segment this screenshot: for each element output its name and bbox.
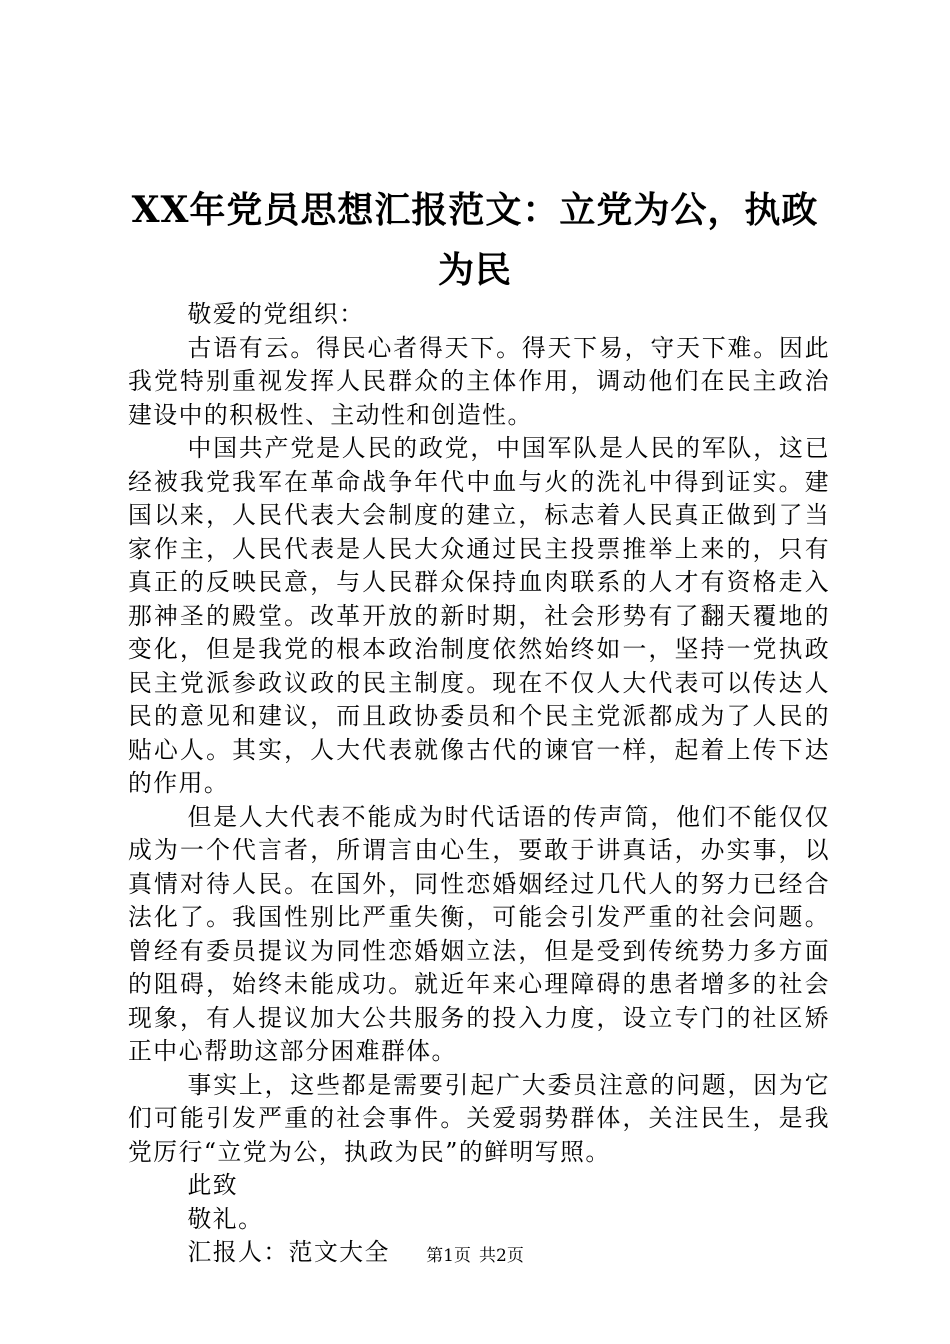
paragraph-3: 但是人大代表不能成为时代话语的传声筒，他们不能仅仅成为一个代言者，所谓言由心生，要敢于讲真话，办实事，以真情对待人民。在国外，同性恋婚姻经过几代人的努力已经合法化了。我国性别比严重失衡，可能会引发严重的社会问题。曾经有委员提议为同性恋婚姻立法，但是受到传统势力多方面的阻碍，始终未能成功。就近年来心理障碍的患者增多的社会现象，有人提议加大公共服务的投入力度，设立专门的社区矫正中心帮助这部分困难群体。 xyxy=(128,802,830,1065)
paragraph-2: 中国共产党是人民的政党，中国军队是人民的军队，这已经被我党我军在革命战争年代中血与火的洗礼中得到证实。建国以来，人民代表大会制度的建立，标志着人民真正做到了当家作主，人民代表是人民大众通过民主投票推举上来的，只有真正的反映民意，与人民群众保持血肉联系的人才有资格走入那神圣的殿堂。改革开放的新时期，社会形势有了翻天覆地的变化，但是我党的根本政治制度依然始终如一，坚持一党执政民主党派参政议政的民主制度。现在不仅人大代表可以传达人民的意见和建议，而且政协委员和个民主党派都成为了人民的贴心人。其实，人大代表就像古代的谏官一样，起着上传下达的作用。 xyxy=(128,434,830,797)
closing-line-2: 敬礼。 xyxy=(187,1204,264,1233)
salutation: 敬爱的党组织： xyxy=(187,300,365,328)
signature: 汇报人：范文大全 xyxy=(187,1238,390,1266)
page-total: 共2页 xyxy=(479,1246,524,1266)
page-number: 第1页 xyxy=(426,1246,471,1266)
closing-line-1: 此致 xyxy=(187,1171,239,1199)
page-footer xyxy=(0,1246,950,1266)
paragraph-1: 古语有云。得民心者得天下。得天下易，守天下难。因此我党特别重视发挥人民群众的主体作用，调动他们在民主政治建设中的积极性、主动性和创造性。 xyxy=(128,333,830,429)
document-title: XX年党员思想汇报范文：立党为公，执政为民 xyxy=(131,189,819,291)
document-body xyxy=(128,298,830,1270)
paragraph-4: 事实上，这些都是需要引起广大委员注意的问题，因为它们可能引发严重的社会事件。关爱弱势群体，关注民生，是我党厉行“立党为公，执政为民”的鲜明写照。 xyxy=(128,1070,830,1166)
